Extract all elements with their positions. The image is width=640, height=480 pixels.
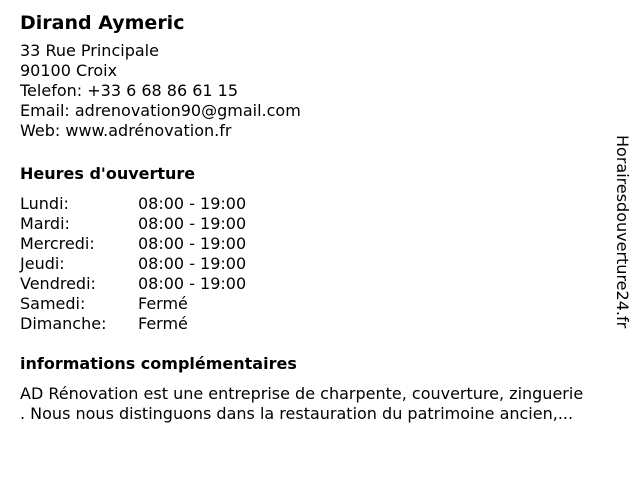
hours-row-tuesday [20,214,246,234]
additional-info-line-2: . Nous nous distinguons dans la restauration du patrimoine ancien,... [20,404,574,423]
day-hours: Fermé [138,294,188,313]
day-hours: 08:00 - 19:00 [138,274,247,293]
phone-line: Telefon: +33 6 68 86 61 15 [20,81,239,100]
hours-row-sunday [20,314,246,334]
opening-hours-heading: Heures d'ouverture [20,164,196,183]
site-watermark: Horairesdouverture24.fr [613,135,632,329]
day-hours: 08:00 - 19:00 [138,234,247,253]
hours-row-saturday [20,294,246,314]
day-label: Samedi: [20,294,86,313]
day-label: Mercredi: [20,234,95,253]
additional-info-line-1: AD Rénovation est une entreprise de charpente, couverture, zinguerie [20,384,584,403]
hours-row-thursday [20,254,246,274]
day-label: Lundi: [20,194,69,213]
hours-row-wednesday [20,234,246,254]
web-line: Web: www.adrénovation.fr [20,121,232,140]
hours-row-monday [20,194,246,214]
business-name: Dirand Aymeric [20,12,185,34]
additional-info-text [20,384,632,424]
day-label: Vendredi: [20,274,96,293]
day-label: Dimanche: [20,314,107,333]
day-label: Mardi: [20,214,70,233]
day-hours: 08:00 - 19:00 [138,254,247,273]
email-line: Email: adrenovation90@gmail.com [20,101,301,120]
address-city: 90100 Croix [20,61,118,80]
business-card [20,10,620,141]
hours-row-friday [20,274,246,294]
day-hours: 08:00 - 19:00 [138,214,247,233]
day-hours: 08:00 - 19:00 [138,194,247,213]
additional-info-heading: informations complémentaires [20,354,297,373]
opening-hours-list [20,194,246,334]
address-street: 33 Rue Principale [20,41,159,60]
day-label: Jeudi: [20,254,65,273]
day-hours: Fermé [138,314,188,333]
